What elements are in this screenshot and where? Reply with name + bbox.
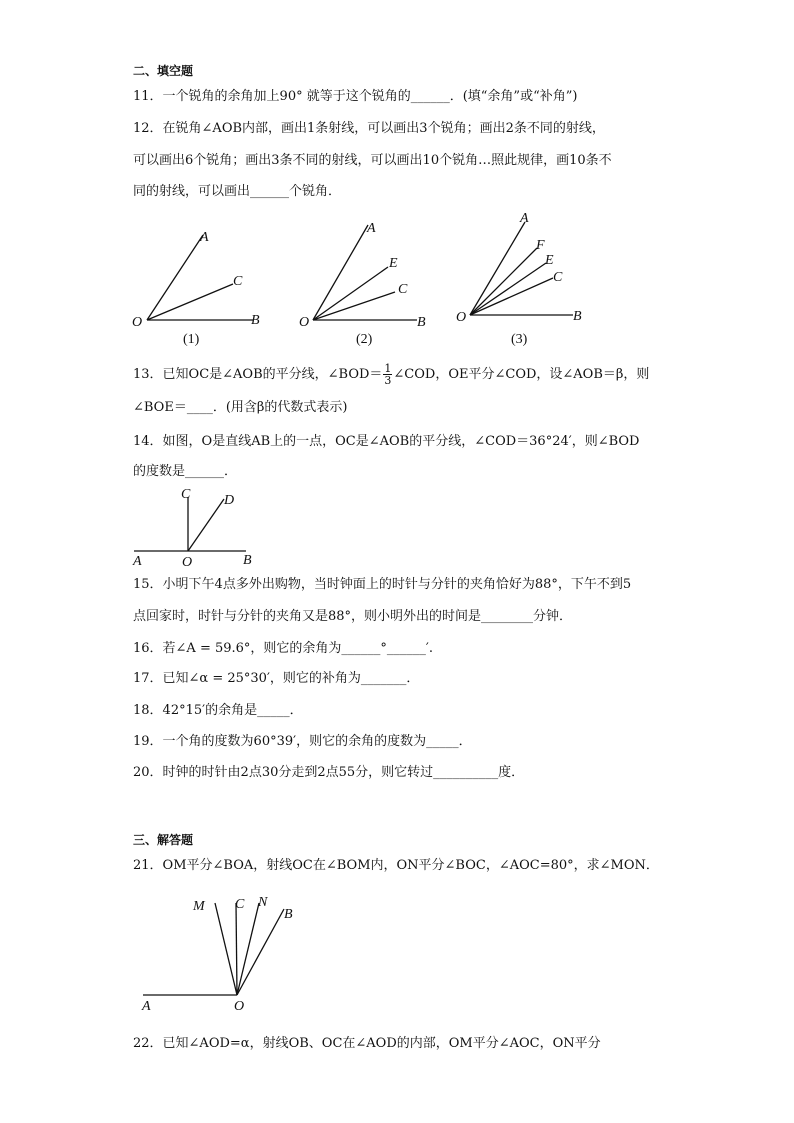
question-13-part2: ∠COD，OE平分∠COD，设∠AOB＝β，则 (393, 367, 650, 382)
label-O: O (299, 315, 310, 330)
question-12-line1: 12．在锐角∠AOB内部，画出1条射线，可以画出3个锐角；画出2条不同的射线， (133, 121, 605, 136)
question-14-line1: 14．如图，O是直线AB上的一点，OC是∠AOB的平分线，∠COD＝36°24′，则∠BOD (133, 434, 640, 449)
caption-2: (2) (356, 332, 373, 347)
fraction-denominator: 3 (384, 374, 392, 387)
figure-q12-3 (456, 211, 582, 347)
question-12-line2: 可以画出6个锐角；画出3条不同的射线，可以画出10个锐角…照此规律，画10条不 (133, 153, 612, 168)
section-title-fill-in: 二、填空题 (133, 64, 194, 78)
question-13-line1 (133, 363, 649, 386)
label-D: D (224, 493, 235, 508)
label-A: A (200, 230, 209, 245)
label-N: N (258, 895, 268, 910)
label-A: A (142, 999, 151, 1014)
fraction-numerator: 1 (384, 362, 392, 375)
label-E: E (389, 256, 398, 271)
figure-q21 (135, 890, 305, 1015)
question-20: 20．时钟的时针由2点30分走到2点55分，则它转过__________度． (133, 765, 525, 780)
question-13-line2: ∠BOE＝____．(用含β的代数式表示) (133, 400, 348, 415)
label-F: F (536, 238, 545, 253)
label-O: O (456, 310, 467, 325)
label-C: C (181, 487, 191, 502)
question-11: 11．一个锐角的余角加上90° 就等于这个锐角的______．(填“余角”或“补角”) (133, 89, 578, 104)
question-19: 19．一个角的度数为60°39′，则它的余角的度数为_____． (133, 734, 472, 749)
label-C: C (233, 274, 243, 289)
label-B: B (251, 313, 260, 328)
label-B: B (573, 309, 582, 324)
figure-q12 (125, 205, 605, 350)
label-B: B (417, 315, 426, 330)
label-C: C (398, 282, 408, 297)
label-C: C (553, 270, 563, 285)
caption-3: (3) (511, 332, 528, 347)
figure-q12-1 (132, 230, 260, 347)
caption-1: (1) (183, 332, 200, 347)
question-17: 17．已知∠α = 25°30′，则它的补角为_______． (133, 671, 420, 686)
question-16: 16．若∠A = 59.6°，则它的余角为______°______′. (133, 641, 434, 656)
label-A: A (133, 554, 142, 568)
label-M: M (193, 899, 205, 914)
label-B: B (284, 907, 293, 922)
figure-q14 (130, 483, 260, 568)
question-21: 21．OM平分∠BOA，射线OC在∠BOM内，ON平分∠BOC，∠AOC=80°，求∠MON． (133, 858, 659, 873)
label-C: C (235, 897, 245, 912)
label-A: A (520, 211, 529, 226)
question-12-line3: 同的射线，可以画出______个锐角． (133, 184, 342, 199)
section-title-answer: 三、解答题 (133, 833, 194, 847)
label-O: O (234, 999, 245, 1014)
figure-q12-2 (299, 221, 426, 347)
question-18: 18．42°15′的余角是_____． (133, 703, 303, 718)
label-B: B (243, 553, 252, 568)
question-14-line2: 的度数是______． (133, 464, 238, 479)
question-22: 22．已知∠AOD=α，射线OB、OC在∠AOD的内部，OM平分∠AOC，ON平分 (133, 1036, 601, 1051)
fraction (383, 363, 392, 386)
label-O: O (132, 315, 143, 330)
question-15-line2: 点回家时，时针与分针的夹角又是88°，则小明外出的时间是________分钟． (133, 609, 573, 624)
label-A: A (367, 221, 376, 236)
label-E: E (545, 253, 554, 268)
label-O: O (182, 555, 193, 568)
question-13-part1: 13．已知OC是∠AOB的平分线，∠BOD＝ (133, 367, 383, 382)
question-15-line1: 15．小明下午4点多外出购物，当时钟面上的时针与分针的夹角恰好为88°，下午不到5 (133, 577, 632, 592)
